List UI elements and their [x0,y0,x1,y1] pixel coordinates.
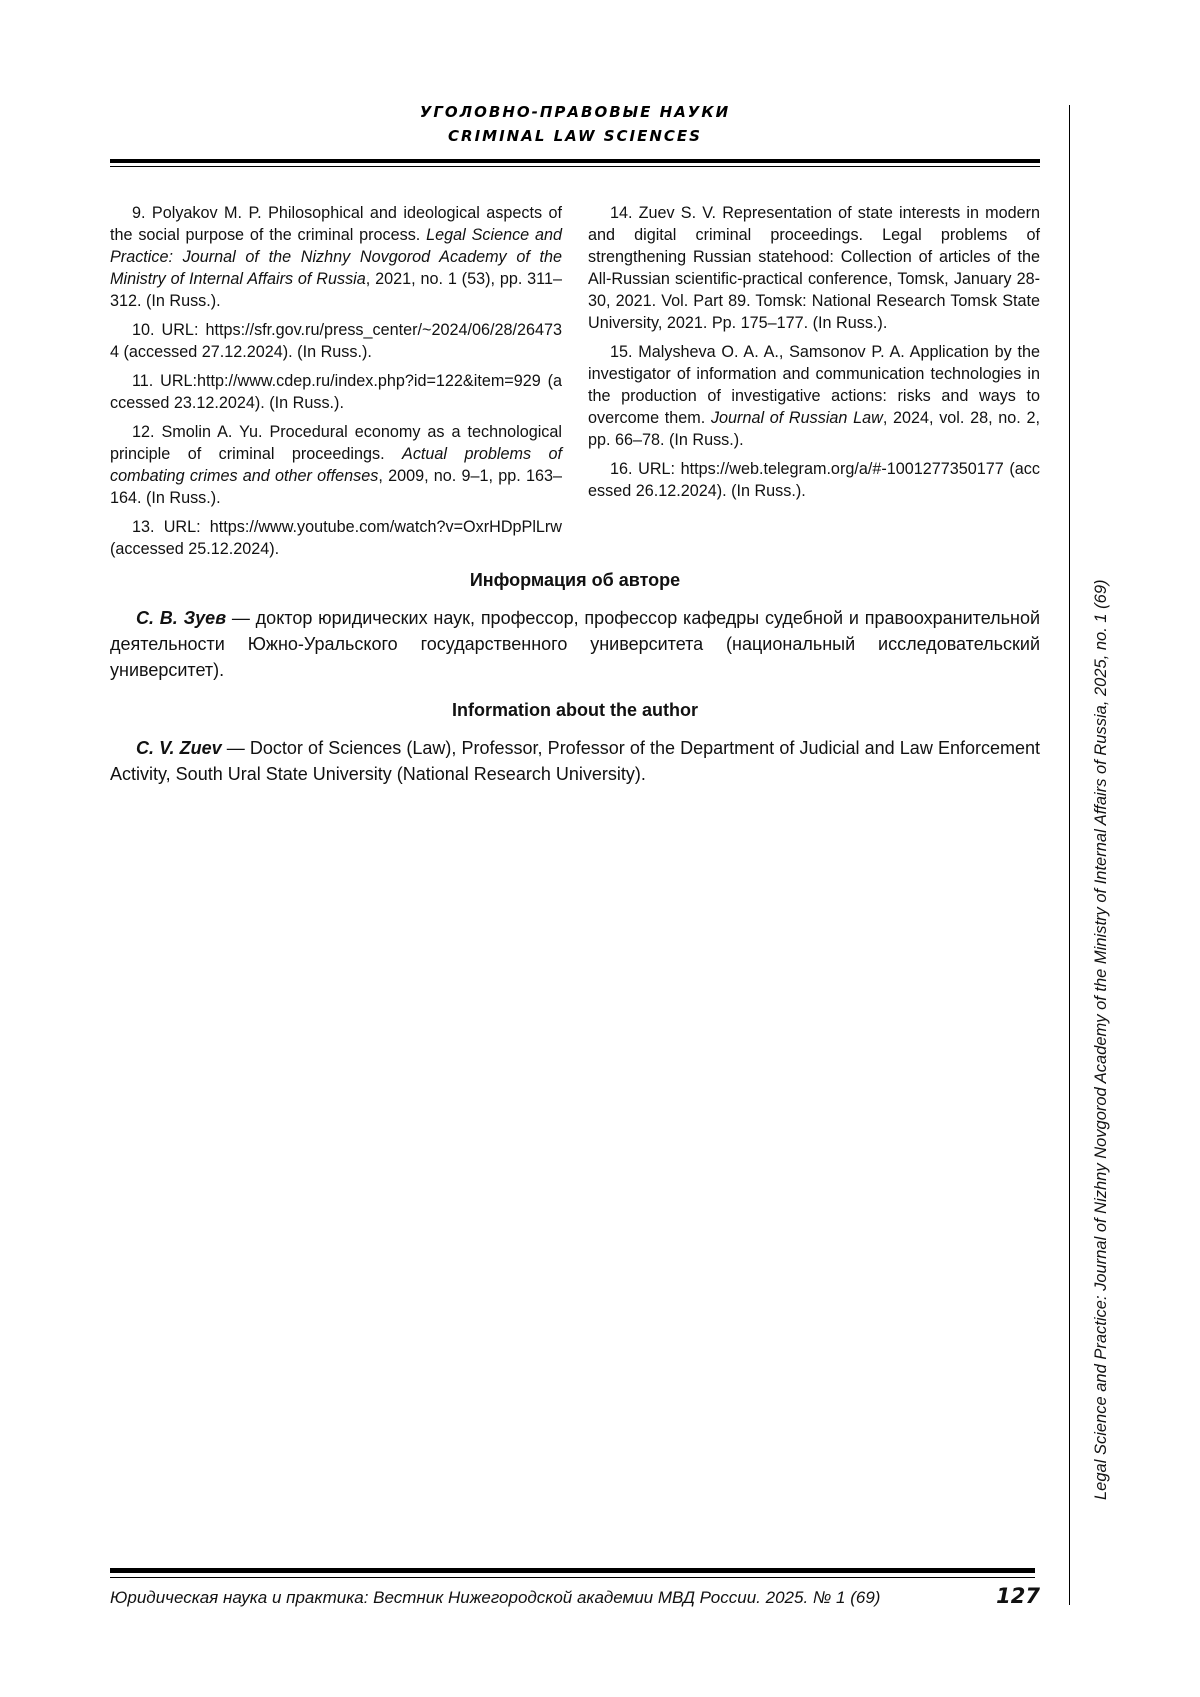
page-number: 127 [996,1584,1040,1608]
author-info-ru: С. В. Зуев — доктор юридических наук, профессор, профессор кафедры судебной и правоохранительной деятельности Южно-Уральского государственного университета (национальный исследовательский университет). [110,608,1041,680]
section-title-en: CRIMINAL LAW SCIENCES [448,127,702,145]
footer-rule-thick [110,1568,1035,1573]
reference-12: 12. Smolin A. Yu. Procedural economy as a technological principle of criminal proceedings. Actual problems of combating crimes and other offenses, 2009, no. 9–1, pp. 163–164. (In Russ.). [110,423,562,507]
reference-14: 14. Zuev S. V. Representation of state interests in modern and digital criminal proceedings. Legal problems of strengthening Russian statehood: Collection of articles of the All-Russian scientific-practical conference, Tomsk, January 28-30, 2021. Vol. Part 89. Tomsk: National Research Tomsk State University, 2021. Pp. 175–177. (In Russ.). [588,204,1040,332]
author-name-en: C. V. Zuev [136,738,222,758]
header-rule-thick [110,159,1040,163]
section-title-ru: УГОЛОВНО-ПРАВОВЫЕ НАУКИ [419,103,731,121]
side-journal-title: Legal Science and Practice: Journal of Nizhny Novgorod Academy of the Ministry of Internal Affairs of Russia, 2025, no. 1 (69) [1092,579,1110,1500]
reference-9: 9. Polyakov M. P. Philosophical and ideological aspects of the social purpose of the criminal process. Legal Science and Practice: Journal of the Nizhny Novgorod Academy of the Ministry of Internal Affairs of Russia, 2021, no. 1 (53), pp. 311–312. (In Russ.). [110,204,563,310]
author-info-en: C. V. Zuev — Doctor of Sciences (Law), Professor, Professor of the Department of Judicial and Law Enforcement Activity, South Ural State University (National Research University). [110,738,1040,784]
running-header [110,100,1040,148]
reference-13: 13. URL: https://www.youtube.com/watch?v=OxrHDpPlLrw (accessed 25.12.2024). [110,518,562,558]
reference-15: 15. Malysheva O. A. A., Samsonov P. A. Application by the investigator of information and communication technologies in the production of investigative actions: risks and ways to overcome them. Journal of Russian Law, 2024, vol. 28, no. 2, pp. 66–78. (In Russ.). [588,343,1040,449]
footer-rule-thin [110,1577,1035,1578]
header-rule-thin [110,166,1040,167]
reference-16: 16. URL: https://web.telegram.org/a/#-1001277350177 (accessed 26.12.2024). (In Russ.). [588,460,1040,500]
author-name-ru: С. В. Зуев [136,608,227,628]
reference-10: 10. URL: https://sfr.gov.ru/press_center/~2024/06/28/264734 (accessed 27.12.2024). (In Russ.). [110,321,562,361]
footer-journal-title: Юридическая наука и практика: Вестник Нижегородской академии МВД России. 2025. № 1 (69) [110,1588,881,1607]
references-right-column [588,202,1040,509]
references-left-column [110,202,562,567]
author-info-title-en: Information about the author [452,700,698,720]
side-vertical-rule [1069,105,1070,1605]
reference-11: 11. URL:http://www.cdep.ru/index.php?id=122&item=929 (accessed 23.12.2024). (In Russ.). [110,372,562,412]
author-info-title-ru: Информация об авторе [469,570,681,590]
